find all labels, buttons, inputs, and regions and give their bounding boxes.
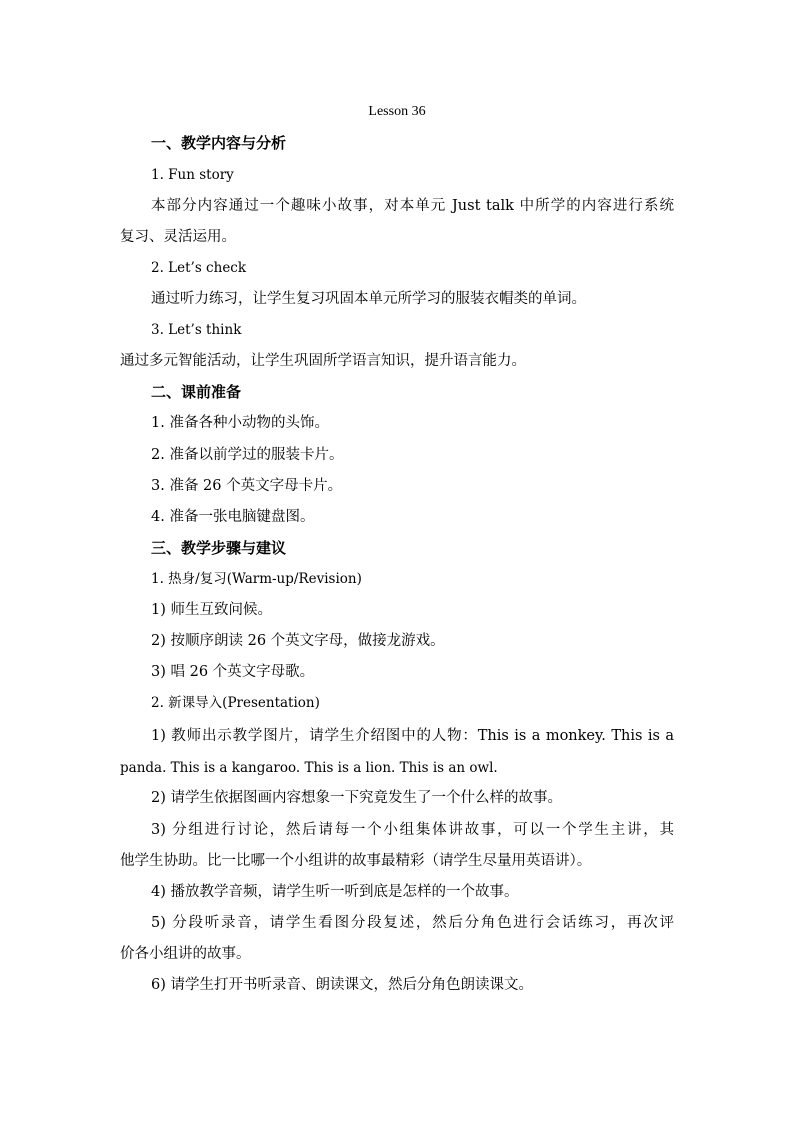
section2-item: 4. 准备一张电脑键盘图。 [151, 509, 315, 525]
section3-step2-label: 2. 新课导入(Presentation) [151, 695, 320, 711]
section2-item: 3. 准备 26 个英文字母卡片。 [151, 478, 343, 494]
section2-item: 2. 准备以前学过的服装卡片。 [151, 447, 344, 463]
section3-step2-item2: 2) 请学生依据图画内容想象一下究竟发生了一个什么样的故事。 [151, 790, 562, 806]
section3-step1-item: 1) 师生互致问候。 [151, 602, 272, 618]
section3-step2-item1-cont: panda. This is a kangaroo. This is a lion. This is an owl. [120, 760, 498, 776]
section2-item: 1. 准备各种小动物的头饰。 [151, 415, 329, 431]
section3-step2-item5-cont: 价各小组讲的故事。 [120, 946, 251, 962]
section3-step2-item6: 6) 请学生打开书听录音、朗读课文，然后分角色朗读课文。 [151, 977, 533, 993]
section1-item1-text-cont: 复习、灵活运用。 [120, 229, 236, 245]
section3-step1-item: 2) 按顺序朗读 26 个英文字母，做接龙游戏。 [151, 633, 445, 649]
section3-step2-item1: 1) 教师出示教学图片，请学生介绍图中的人物：This is a monkey. This is a [151, 728, 674, 744]
section1-item1-text: 本部分内容通过一个趣味小故事，对本单元 Just talk 中所学的内容进行系统 [151, 198, 674, 214]
section2-heading: 二、课前准备 [151, 383, 242, 401]
section1-item2-label: 2. Let’s check [151, 260, 247, 276]
section3-step2-item3-cont: 他学生协助。比一比哪一个小组讲的故事最精彩（请学生尽量用英语讲）。 [120, 853, 592, 869]
section3-step2-item5: 5) 分段听录音，请学生看图分段复述，然后分角色进行会话练习，再次评 [151, 915, 674, 931]
section3-step2-item3: 3) 分组进行讨论，然后请每一个小组集体讲故事，可以一个学生主讲，其 [151, 822, 674, 838]
page-title: Lesson 36 [368, 104, 426, 119]
section1-heading: 一、教学内容与分析 [151, 134, 287, 152]
section1-item2-text: 通过听力练习，让学生复习巩固本单元所学习的服装衣帽类的单词。 [151, 291, 586, 307]
section3-step2-item4: 4) 播放教学音频，请学生听一听到底是怎样的一个故事。 [151, 884, 519, 900]
section3-step1-item: 3) 唱 26 个英文字母歌。 [151, 664, 315, 680]
section1-item1-label: 1. Fun story [151, 167, 234, 183]
section1-item3-label: 3. Let’s think [151, 322, 242, 338]
section3-step1-label: 1. 热身/复习(Warm-up/Revision) [151, 571, 362, 587]
section3-heading: 三、教学步骤与建议 [151, 539, 287, 557]
section1-item3-text: 通过多元智能活动，让学生巩固所学语言知识，提升语言能力。 [120, 353, 526, 369]
